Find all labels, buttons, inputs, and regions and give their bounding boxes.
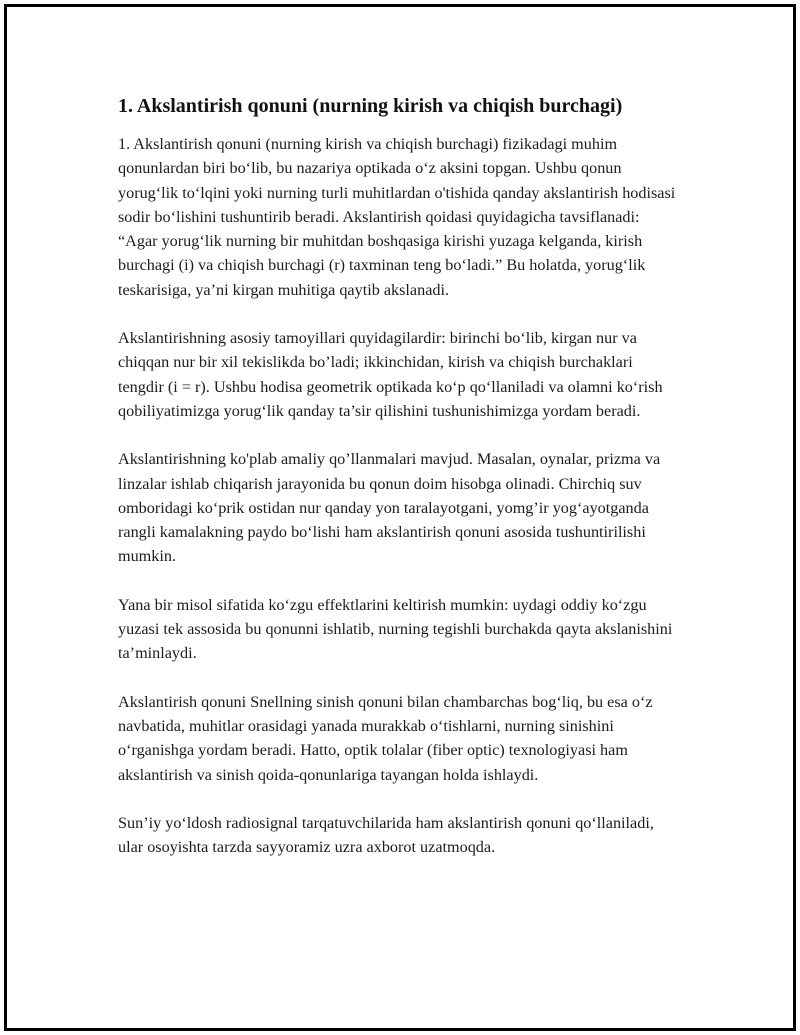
paragraph-2: Akslantirishning asosiy tamoyillari quyidagilardir: birinchi bo‘lib, kirgan nur va chiqqan nur bir xil tekislikda bo’ladi; ikkinchidan, kirish va chiqish burchaklari tengdir (i = r). Ushbu hodisa geometrik optikada ko‘p qo‘llaniladi va olamni ko‘rish qobiliyatimizga yorug‘lik qanday ta’sir qilishini tushunishimizga yordam beradi. [118, 329, 663, 420]
document-title: 1. Akslantirish qonuni (nurning kirish va chiqish burchagi) [118, 95, 623, 117]
document-body [118, 92, 678, 883]
paragraph-3: Akslantirishning ko'plab amaliy qo’llanmalari mavjud. Masalan, oynalar, prizma va linzalar ishlab chiqarish jarayonida bu qonun doim hisobga olinadi. Chirchiq suv omboridagi ko‘prik ostidan nur qanday yon taralayotgani, yomg’ir yog‘ayotganda rangli kamalakning paydo bo‘lishi ham akslantirish qonuni asosida tushuntirilishi mumkin. [118, 450, 661, 566]
paragraph-1: 1. Akslantirish qonuni (nurning kirish va chiqish burchagi) fizikadagi muhim qonunlardan biri bo‘lib, bu nazariya optikada o‘z aksini topgan. Ushbu qonun yorug‘lik to‘lqini yoki nurning turli muhitlardan o'tishida qanday akslantirish hodisasi sodir bo‘lishini tushuntirib beradi. Akslantirish qoidasi quyidagicha tavsiflanadi: “Agar yorug‘lik nurning bir muhitdan boshqasiga kirishi yuzaga kelganda, kirish burchagi (i) va chiqish burchagi (r) taxminan teng bo‘ladi.” Bu holatda, yorug‘lik teskarisiga, ya’ni kirgan muhitiga qaytib akslanadi. [118, 135, 676, 299]
paragraph-5: Akslantirish qonuni Snellning sinish qonuni bilan chambarchas bog‘liq, bu esa o‘z navbatida, muhitlar orasidagi yanada murakkab o‘tishlarni, nurning sinishini o‘rganishga yordam beradi. Hatto, optik tolalar (fiber optic) texnologiyasi ham akslantirish va sinish qoida-qonunlariga tayangan holda ishlaydi. [118, 692, 653, 784]
paragraph-6: Sun’iy yo‘ldosh radiosignal tarqatuvchilarida ham akslantirish qonuni qo‘llaniladi, ular osoyishta tarzda sayyoramiz uzra axborot uzatmoqda. [118, 813, 654, 857]
paragraph-4: Yana bir misol sifatida ko‘zgu effektlarini keltirish mumkin: uydagi oddiy ko‘zgu yuzasi tek assosida bu qonunni ishlatib, nurning tegishli burchakda qayta akslanishini ta’minlaydi. [118, 595, 673, 663]
